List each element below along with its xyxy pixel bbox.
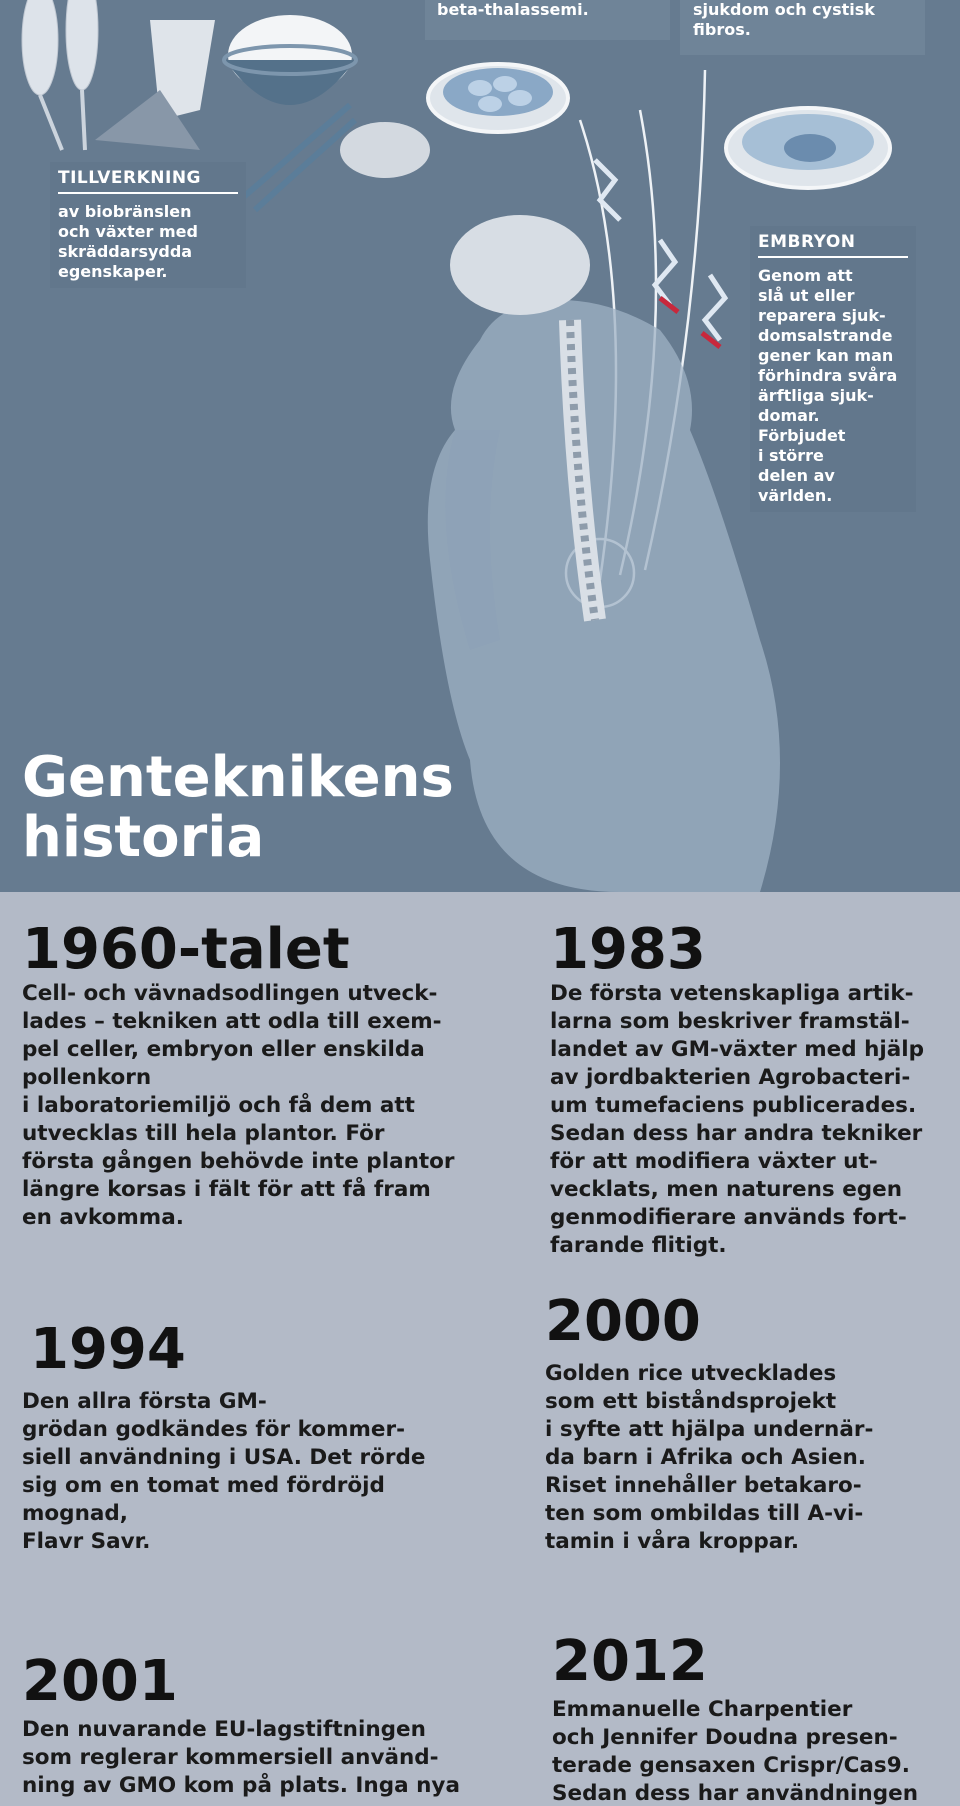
manufacturing-text: av biobränslen och växter med skräddarsydda egenskaper. — [58, 202, 198, 281]
timeline-text: De första vetenskapliga artik- larna som beskriver framstäl- landet av GM-växter med hjälp av jordbakterien Agrobacteri- um tumefaciens publicerades. Sedan dess har andra tekniker för att modifiera växter ut- vecklats, men naturens egen genmodifierare används fort- farande flitigt. — [550, 981, 925, 1258]
timeline-year: 2012 — [552, 1629, 708, 1694]
petri-dish-embryo-icon — [726, 108, 890, 188]
timeline-text: Golden rice utvecklades som ett biståndsprojekt i syfte att hjälpa undernär- da barn i Afrika och Asien. Riset innehåller betakaro- ten som ombildas till A-vi- tamin i våra kroppar. — [545, 1361, 874, 1554]
timeline-text: Emmanuelle Charpentier och Jennifer Doudna presen- terade gensaxen Crispr/Cas9. Sedan dess har användningen — [552, 1697, 919, 1806]
embryos-heading: EMBRYON — [758, 232, 856, 252]
snippet-right-text: sjukdom och cystisk fibros. — [693, 0, 875, 39]
snippet-left-text: beta-thalassemi. — [437, 0, 589, 19]
timeline-entry-1994 — [22, 1317, 462, 1556]
manufacturing-label — [50, 162, 246, 288]
page-title: Genteknikens historia — [22, 745, 454, 870]
manufacturing-heading: TILLVERKNING — [58, 168, 202, 188]
timeline-entry-2000 — [545, 1289, 945, 1556]
timeline-entry-1960 — [22, 917, 462, 1232]
timeline-entry-2001 — [22, 1649, 462, 1800]
rice-bowl-icon — [224, 15, 430, 210]
timeline-year: 2001 — [22, 1649, 178, 1714]
timeline-entry-1983 — [550, 917, 950, 1260]
timeline-text: Den nuvarande EU-lagstiftningen som reglerar kommersiell använd- ning av GMO kom på plats. Inga nya — [22, 1717, 460, 1798]
wheat-icon — [22, 0, 98, 150]
timeline-year: 2000 — [545, 1289, 701, 1354]
timeline-text: Den allra första GM- grödan godkändes för kommer- siell användning i USA. Det rörde sig om en tomat med fördröjd mognad, Flavr Savr. — [22, 1389, 426, 1554]
timeline — [0, 892, 960, 1806]
human-silhouette — [428, 215, 780, 892]
timeline-year: 1994 — [30, 1317, 186, 1382]
timeline-year: 1960-talet — [22, 917, 350, 982]
embryos-text: Genom att slå ut eller reparera sjuk- domsalstrande gener kan man förhindra svåra ärftliga sjuk- domar. Förbjudet i större delen av världen. — [758, 266, 898, 505]
illustration-panel — [0, 0, 960, 892]
manufacturing-rule — [58, 192, 238, 194]
petri-dish-cells-icon — [428, 64, 568, 132]
timeline-entry-2012 — [552, 1629, 952, 1806]
corn-icon — [95, 20, 215, 150]
timeline-year: 1983 — [550, 917, 706, 982]
embryos-label — [750, 226, 916, 512]
embryos-rule — [758, 256, 908, 258]
timeline-text: Cell- och vävnadsodlingen utveck- lades – tekniken att odla till exem- pel celler, embryon eller enskilda pollenkorn i laboratoriemiljö och få dem att utvecklas till hela plantor. För första gången behövde inte plantor längre korsas i fält för att få fram en avkomma. — [22, 981, 455, 1230]
